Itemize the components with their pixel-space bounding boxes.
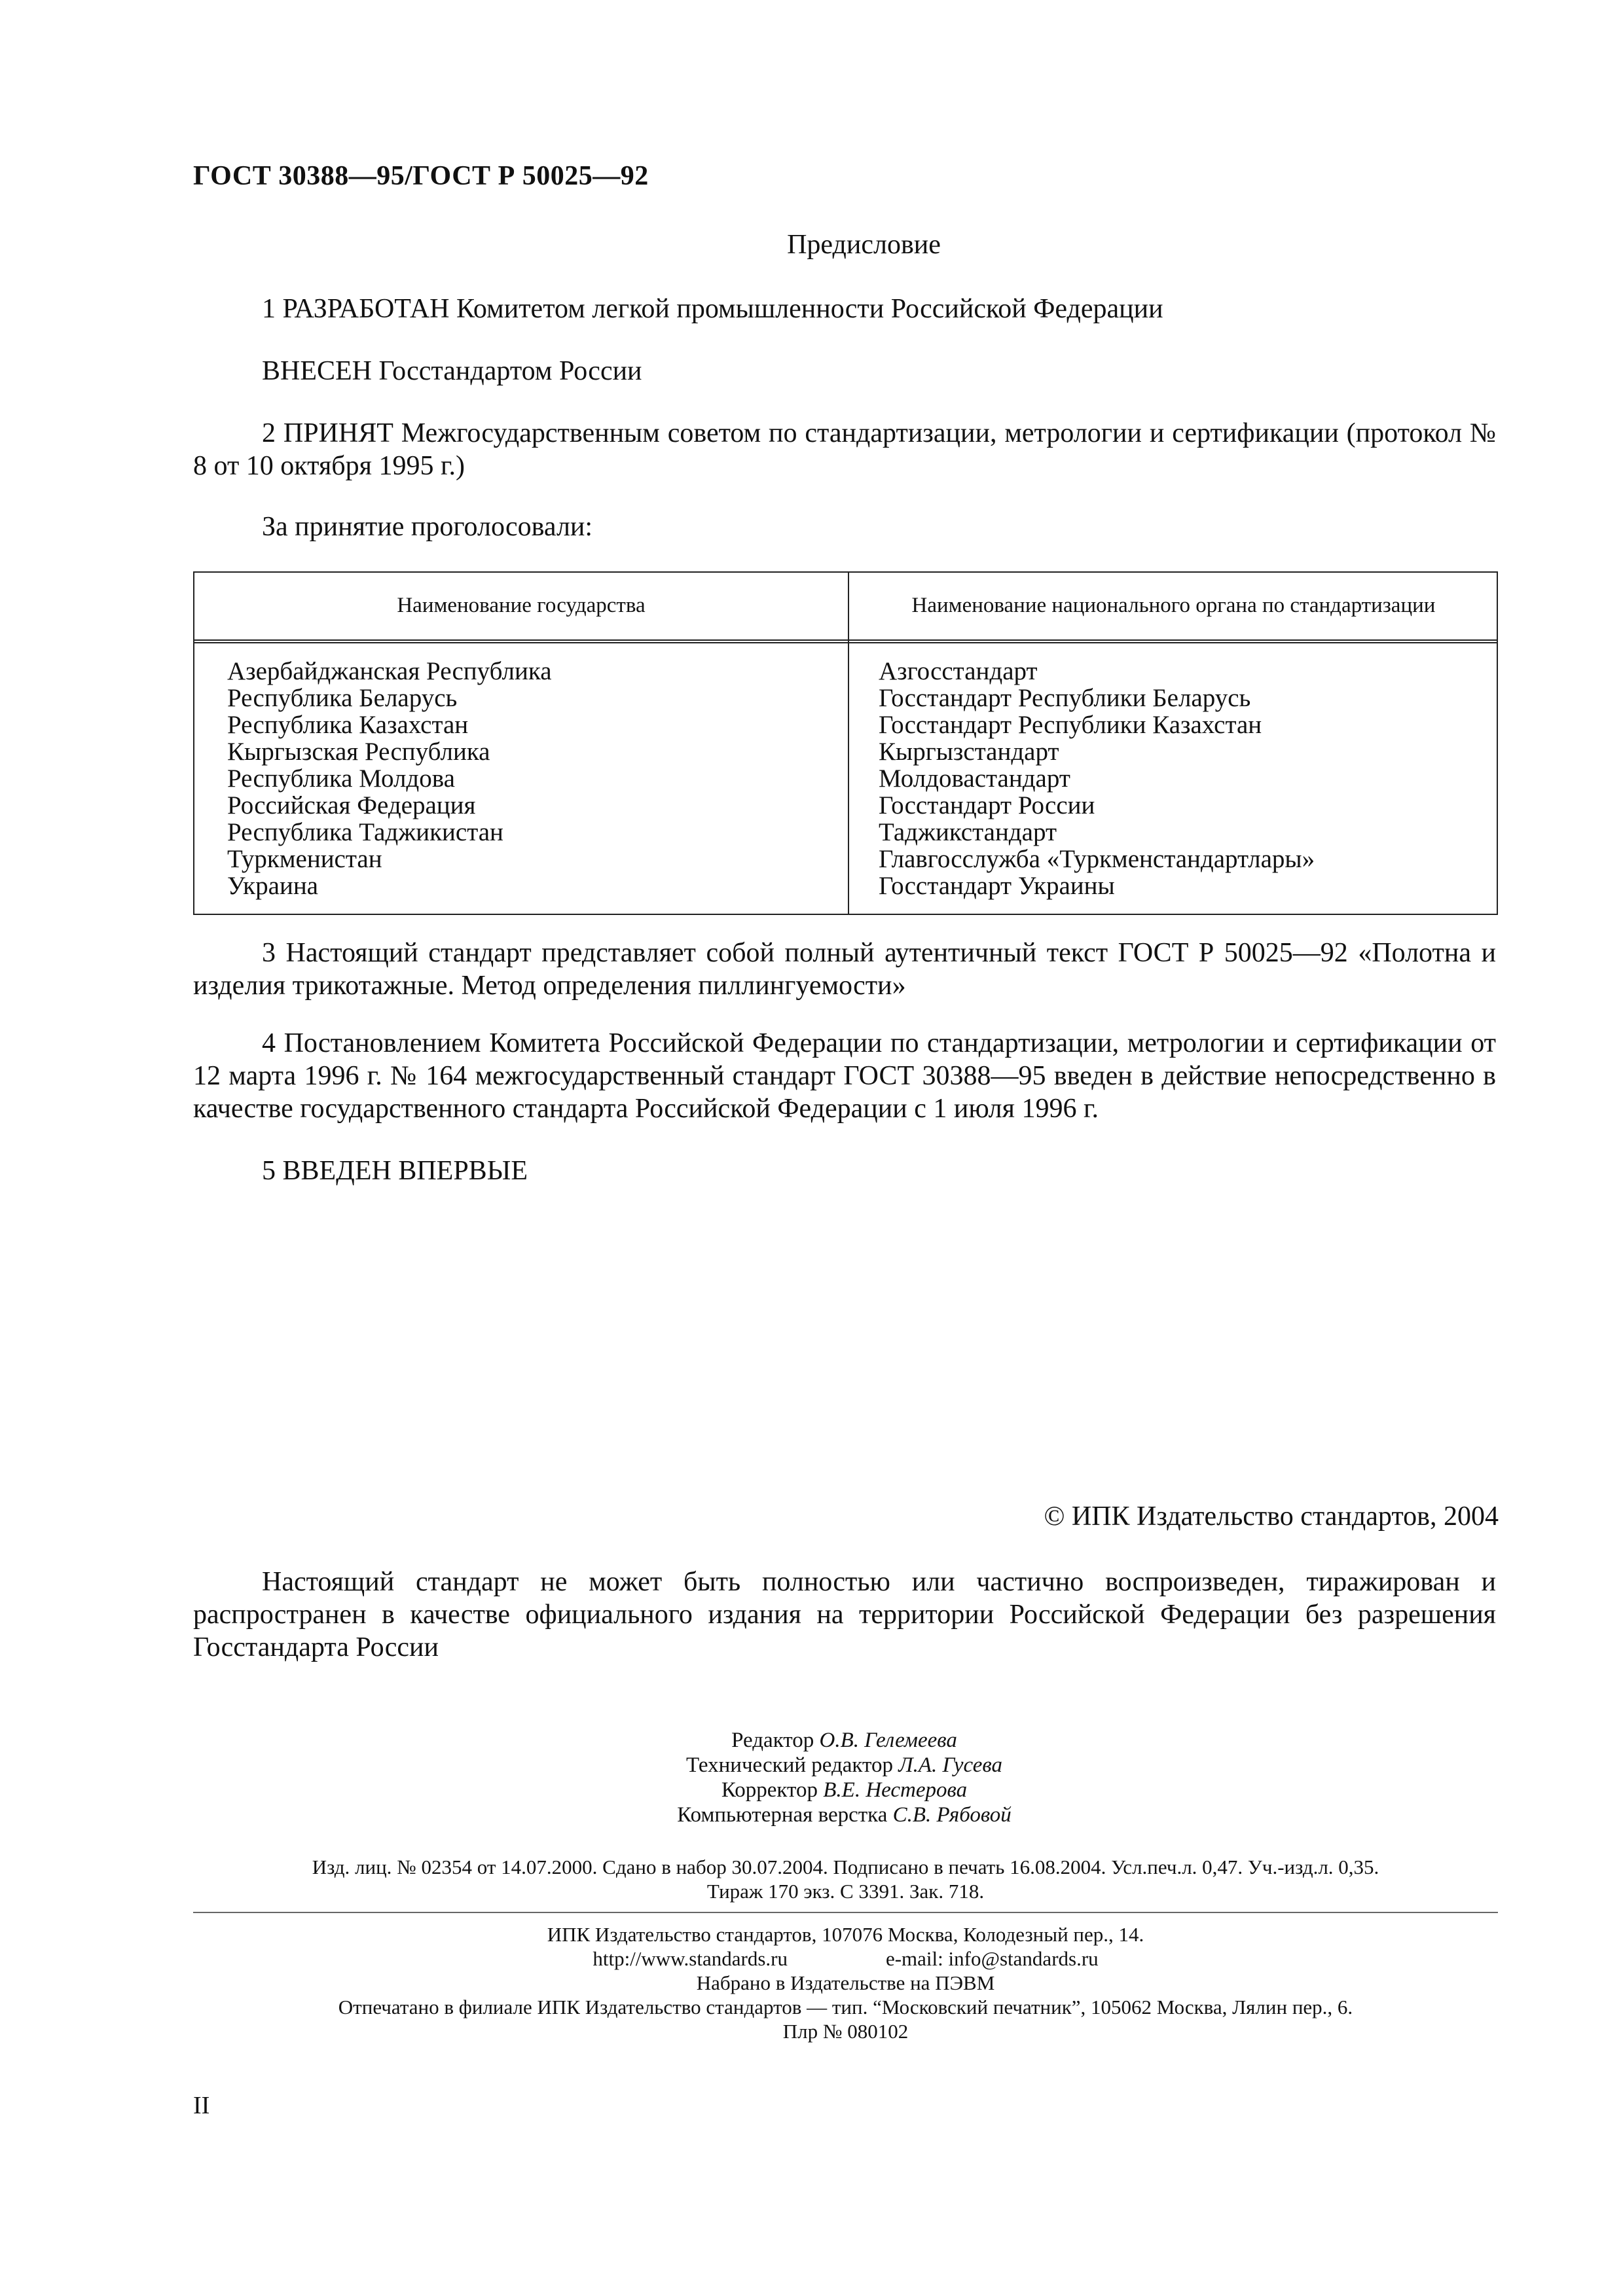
printed-note: Отпечатано в филиале ИПК Издательство стандартов — тип. “Московский печатник”, 105062 Москва, Лялин пер., 6. xyxy=(338,1996,1353,2018)
table-cell-body: Таджикстандарт xyxy=(879,818,1057,846)
credit-editor: Редактор О.В. Гелемеева xyxy=(731,1729,957,1752)
publication-info-line-1: Изд. лиц. № 02354 от 14.07.2000. Сдано в набор 30.07.2004. Подписано в печать 16.08.2004. Усл.печ.л. 0,47. Уч.-изд.л. 0,35. xyxy=(312,1856,1379,1878)
table-cell-state: Республика Молдова xyxy=(227,764,455,793)
table-column-states xyxy=(227,658,552,899)
credit-proofreader: Корректор В.Е. Нестерова xyxy=(721,1778,968,1802)
table-cell-state: Республика Таджикистан xyxy=(227,818,503,846)
table-cell-body: Госстандарт России xyxy=(879,791,1095,819)
publication-info xyxy=(193,1855,1498,1903)
paragraph-2: 2 ПРИНЯТ Межгосударственным советом по стандартизации, метрологии и сертификации (протокол № 8 от 10 октября 1995 г.) xyxy=(193,418,1496,481)
table-cell-body: Главгосслужба «Туркменстандартлары» xyxy=(879,845,1315,873)
printing-info xyxy=(193,1922,1498,2043)
typeset-note: Набрано в Издательстве на ПЭВМ xyxy=(696,1971,995,1994)
plr-number: Плр № 080102 xyxy=(782,2020,909,2043)
table-cell-body: Госстандарт Украины xyxy=(879,872,1115,900)
table-header-state: Наименование государства xyxy=(397,593,646,617)
credits-block xyxy=(0,1728,1623,1827)
paragraph-2b: За принятие проголосовали: xyxy=(262,512,593,542)
website-link[interactable]: http://www.standards.ru xyxy=(593,1947,788,1970)
paragraph-1: 1 РАЗРАБОТАН Комитетом легкой промышленности Российской Федерации xyxy=(262,294,1163,324)
table-cell-body: Кыргызстандарт xyxy=(879,738,1059,766)
table-cell-body: Азгосстандарт xyxy=(879,657,1038,685)
publisher-address: ИПК Издательство стандартов, 107076 Москва, Колодезный пер., 14. xyxy=(547,1923,1144,1946)
table-header-body: Наименование национального органа по стандартизации xyxy=(911,593,1436,617)
copyright-line: © ИПК Издательство стандартов, 2004 xyxy=(1044,1501,1499,1532)
table-cell-body: Госстандарт Республики Беларусь xyxy=(879,684,1251,712)
table-cell-state: Республика Беларусь xyxy=(227,684,458,712)
page-number: II xyxy=(193,2092,210,2119)
contact-line xyxy=(193,1946,1498,1971)
credit-tech-editor: Технический редактор Л.А. Гусева xyxy=(686,1753,1002,1777)
table-cell-state: Украина xyxy=(227,872,318,900)
email-link[interactable]: e-mail: info@standards.ru xyxy=(885,1947,1099,1970)
table-cell-body: Молдовастандарт xyxy=(879,764,1070,793)
table-cell-state: Кыргызская Республика xyxy=(227,738,490,766)
paragraph-4: 4 Постановлением Комитета Российской Федерации по стандартизации, метрологии и сертификации от 12 марта 1996 г. № 164 межгосударственный стандарт ГОСТ 30388—95 введен в действие непосредственно в качестве государственного стандарта Российской Федерации с 1 июля 1996 г. xyxy=(193,1028,1496,1124)
divider-rule xyxy=(193,1912,1498,1913)
paragraph-5: 5 ВВЕДЕН ВПЕРВЫЕ xyxy=(262,1156,528,1186)
table-cell-state: Республика Казахстан xyxy=(227,711,469,739)
paragraph-1b: ВНЕСЕН Госстандартом России xyxy=(262,356,642,386)
document-code: ГОСТ 30388—95/ГОСТ Р 50025—92 xyxy=(193,161,649,191)
table-cell-body: Госстандарт Республики Казахстан xyxy=(879,711,1262,739)
table-cell-state: Туркменистан xyxy=(227,845,382,873)
paragraph-3: 3 Настоящий стандарт представляет собой полный аутентичный текст ГОСТ Р 50025—92 «Полотна и изделия трикотажные. Метод определения пиллингуемости» xyxy=(193,938,1496,1001)
voting-table xyxy=(193,571,1498,915)
table-column-bodies xyxy=(879,658,1315,899)
credit-layout: Компьютерная верстка С.В. Рябовой xyxy=(677,1803,1012,1827)
table-cell-state: Азербайджанская Республика xyxy=(227,657,552,685)
foreword-title: Предисловие xyxy=(787,230,941,260)
table-header-rule xyxy=(194,639,1497,643)
reproduction-notice: Настоящий стандарт не может быть полностью или частично воспроизведен, тиражирован и распространен в качестве официального издания на территории Российской Федерации без разрешения Госстандарта России xyxy=(193,1567,1496,1662)
table-cell-state: Российская Федерация xyxy=(227,791,476,819)
publication-info-line-2: Тираж 170 экз. С 3391. Зак. 718. xyxy=(706,1880,985,1903)
